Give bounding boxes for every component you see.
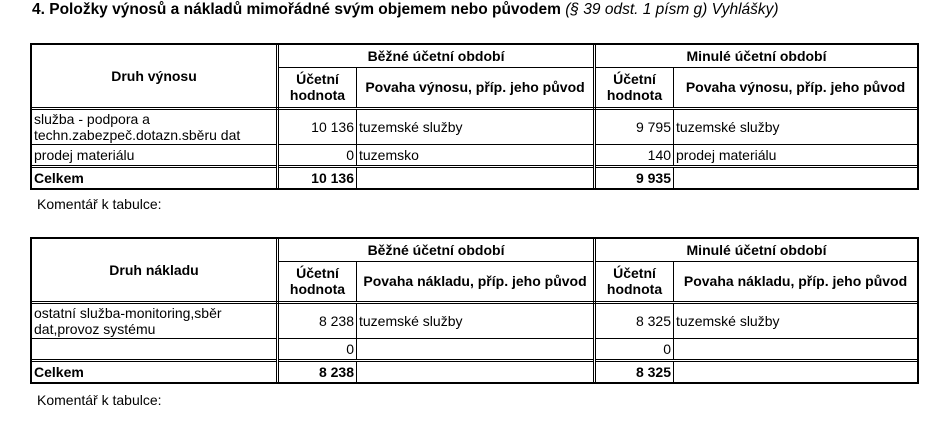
revenue-total-current-nature xyxy=(357,167,595,189)
revenue-previous-period-header: Minulé účetní období xyxy=(595,45,918,68)
revenue-type-cell: prodej materiálu xyxy=(32,145,278,167)
cost-current-value-cell: 8 238 xyxy=(278,303,357,339)
revenue-total-previous-nature xyxy=(674,167,918,189)
revenue-previous-nature-cell: prodej materiálu xyxy=(674,145,918,167)
cost-total-current-nature xyxy=(357,361,595,383)
revenue-total-current-value: 10 136 xyxy=(278,167,357,189)
cost-type-cell: ostatní služba-monitoring,sběr dat,provoz systému xyxy=(32,303,278,339)
cost-previous-nature-header: Povaha nákladu, příp. jeho původ xyxy=(674,261,918,302)
cost-total-label: Celkem xyxy=(32,361,278,383)
revenue-previous-value-header: Účetní hodnota xyxy=(595,67,674,108)
revenue-current-nature-header: Povaha výnosu, příp. jeho původ xyxy=(357,67,595,108)
cost-table-comment: Komentář k tabulce: xyxy=(37,392,162,408)
revenue-current-value-cell: 10 136 xyxy=(278,109,357,145)
cost-current-value-cell: 0 xyxy=(278,339,357,361)
table-total-row xyxy=(32,167,918,189)
table-row xyxy=(32,109,918,145)
cost-previous-nature-cell: tuzemské služby xyxy=(674,303,918,339)
cost-previous-value-header: Účetní hodnota xyxy=(595,261,674,302)
cost-previous-period-header: Minulé účetní období xyxy=(595,239,918,262)
section-heading xyxy=(32,1,779,19)
revenue-total-previous-value: 9 935 xyxy=(595,167,674,189)
revenue-current-value-header: Účetní hodnota xyxy=(278,67,357,108)
revenue-previous-nature-cell: tuzemské služby xyxy=(674,109,918,145)
revenue-current-value-cell: 0 xyxy=(278,145,357,167)
revenue-current-nature-cell: tuzemsko xyxy=(357,145,595,167)
cost-total-previous-value: 8 325 xyxy=(595,361,674,383)
cost-current-nature-cell xyxy=(357,339,595,361)
table-row xyxy=(32,339,918,361)
revenue-current-period-header: Běžné účetní období xyxy=(278,45,595,68)
cost-current-nature-header: Povaha nákladu, příp. jeho původ xyxy=(357,261,595,302)
cost-table xyxy=(31,238,918,383)
revenue-previous-nature-header: Povaha výnosu, příp. jeho původ xyxy=(674,67,918,108)
revenue-current-nature-cell: tuzemské služby xyxy=(357,109,595,145)
table-row xyxy=(32,145,918,167)
table-total-row xyxy=(32,361,918,383)
cost-type-cell xyxy=(32,339,278,361)
table-row xyxy=(32,303,918,339)
cost-total-previous-nature xyxy=(674,361,918,383)
cost-previous-nature-cell xyxy=(674,339,918,361)
section-heading-reference: (§ 39 odst. 1 písm g) Vyhlášky) xyxy=(565,1,779,18)
cost-current-period-header: Běžné účetní období xyxy=(278,239,595,262)
revenue-table-comment: Komentář k tabulce: xyxy=(37,196,162,212)
revenue-previous-value-cell: 9 795 xyxy=(595,109,674,145)
section-heading-title: 4. Položky výnosů a nákladů mimořádné svým objemem nebo původem xyxy=(32,1,561,18)
revenue-type-header: Druh výnosu xyxy=(32,45,278,109)
revenue-type-cell: služba - podpora a techn.zabezpeč.dotazn.sběru dat xyxy=(32,109,278,145)
cost-total-current-value: 8 238 xyxy=(278,361,357,383)
cost-current-value-header: Účetní hodnota xyxy=(278,261,357,302)
revenue-total-label: Celkem xyxy=(32,167,278,189)
cost-previous-value-cell: 0 xyxy=(595,339,674,361)
revenue-table xyxy=(31,44,918,189)
cost-type-header: Druh nákladu xyxy=(32,239,278,303)
cost-current-nature-cell: tuzemské služby xyxy=(357,303,595,339)
cost-previous-value-cell: 8 325 xyxy=(595,303,674,339)
revenue-previous-value-cell: 140 xyxy=(595,145,674,167)
